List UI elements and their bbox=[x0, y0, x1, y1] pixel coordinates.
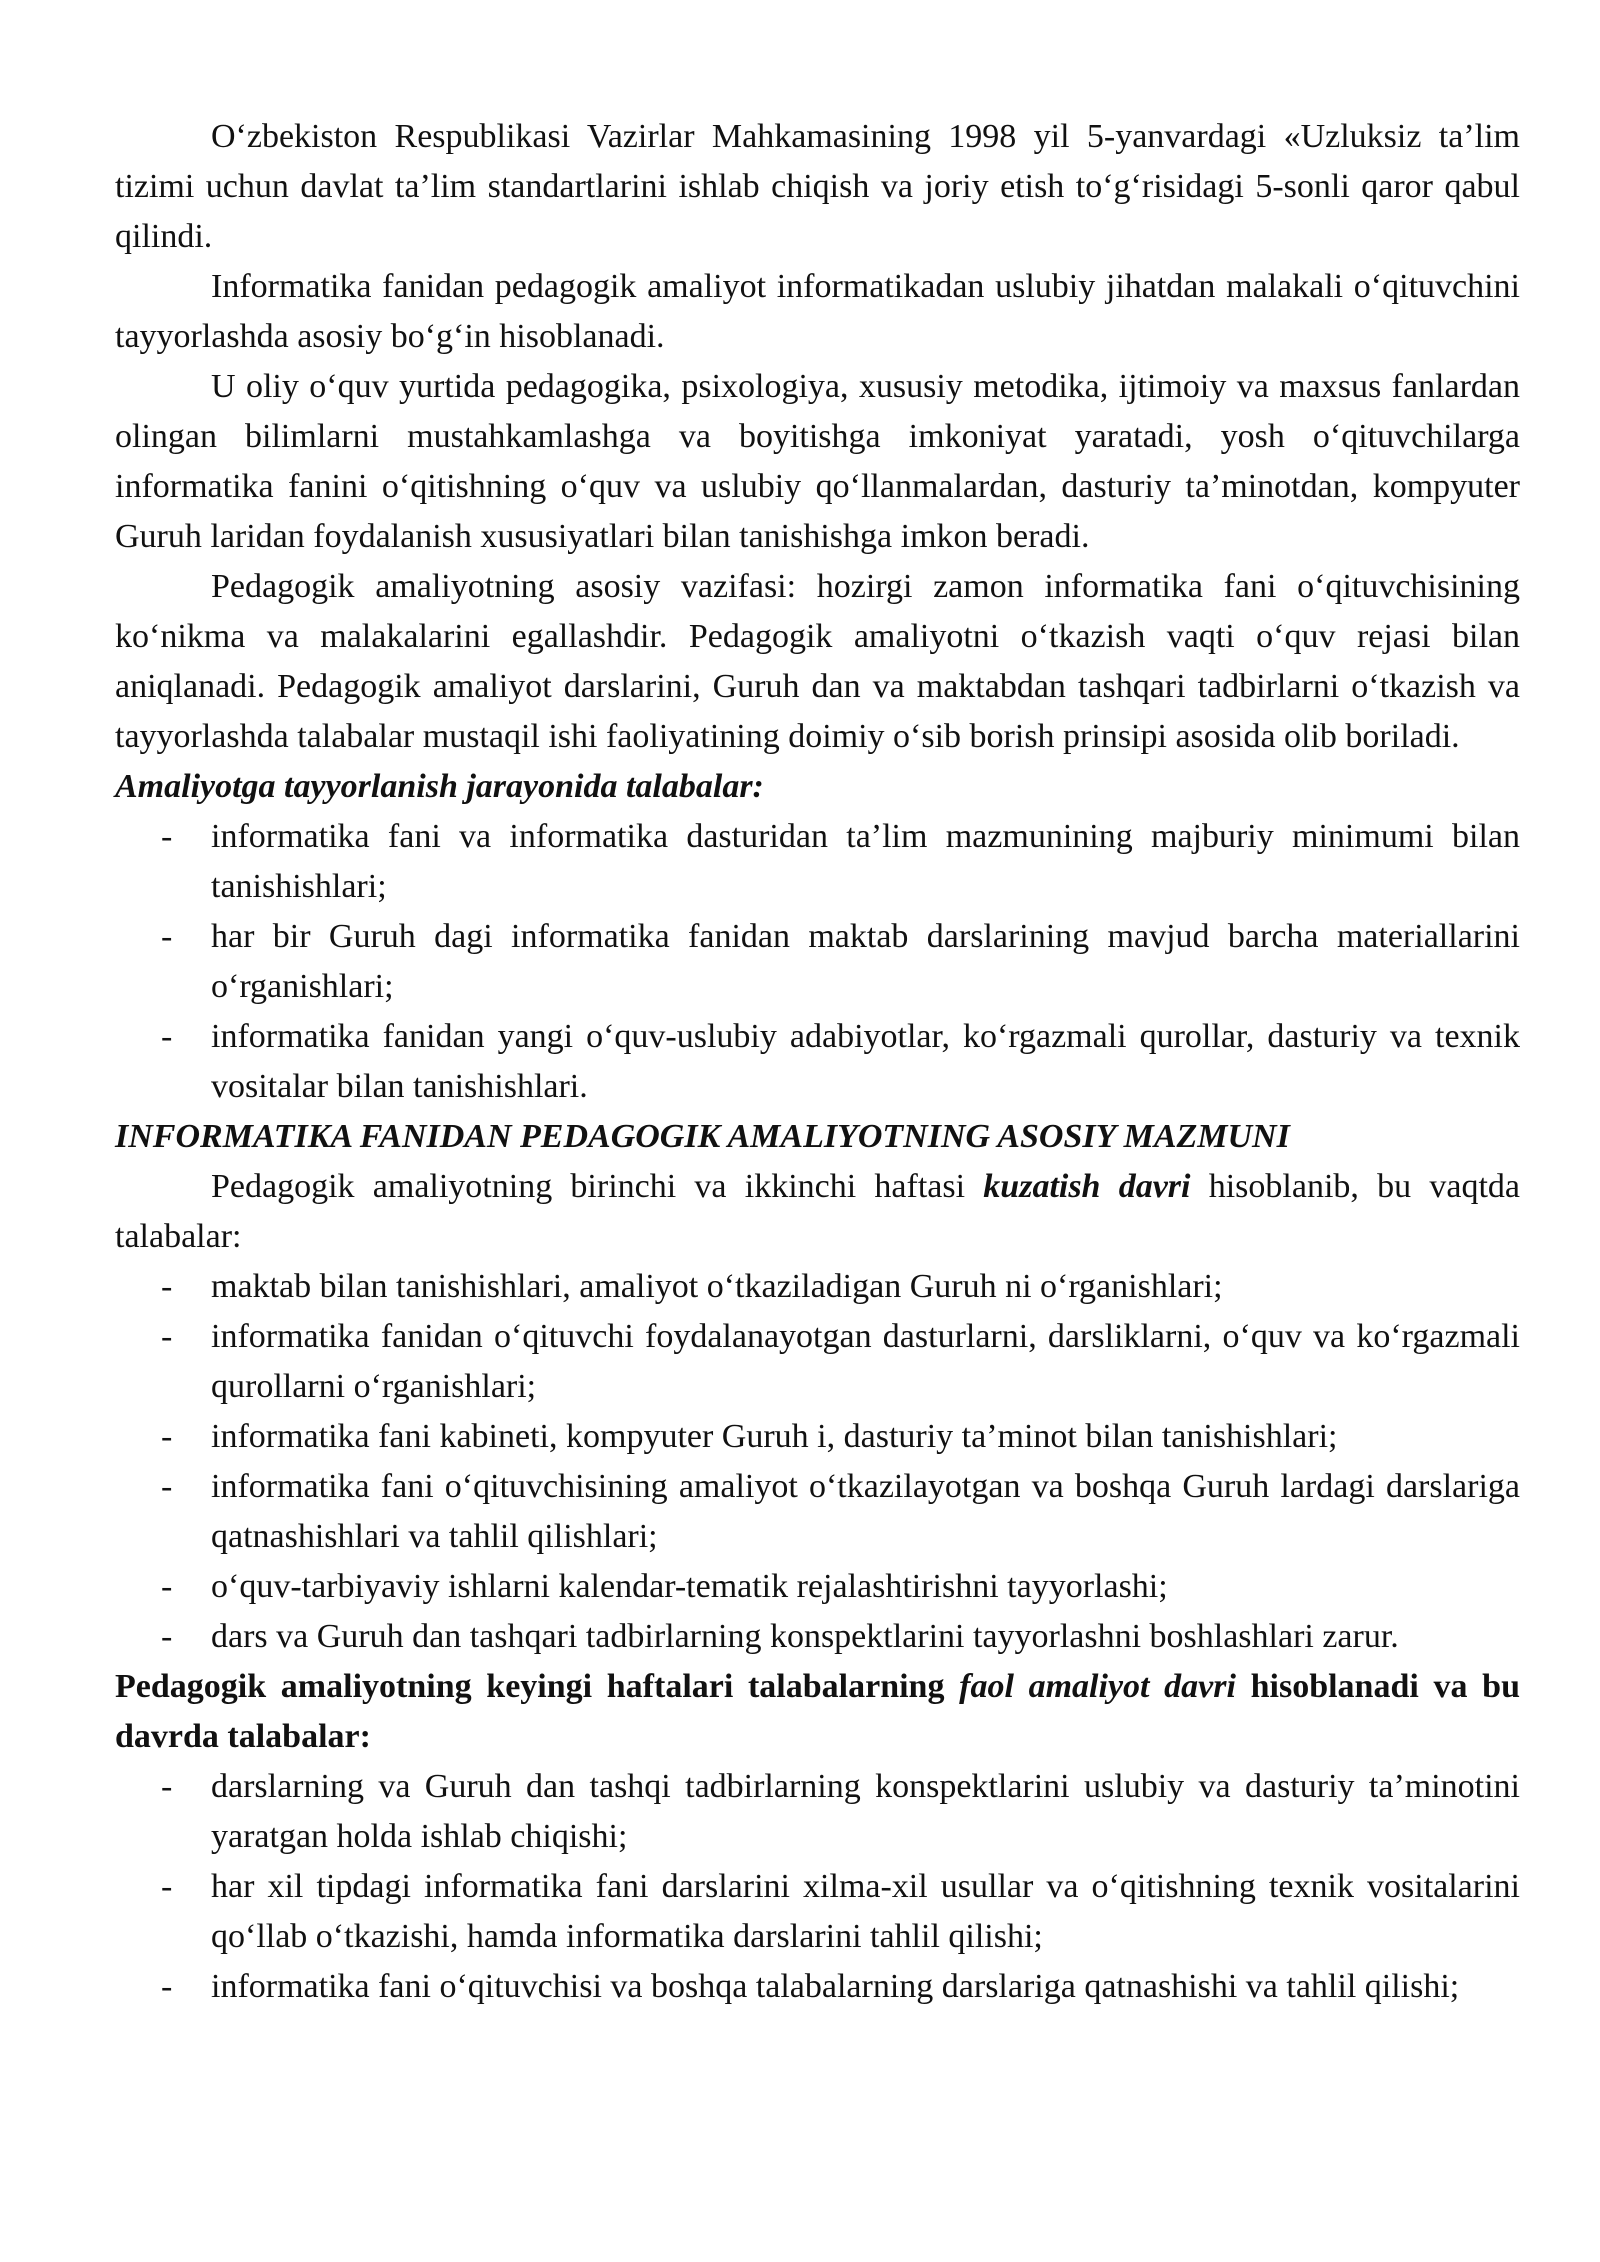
list-item-text: informatika fanidan o‘qituvchi foydalanayotgan dasturlarni, darsliklarni, o‘quv va ko‘rgazmali qurollarni o‘rganishlari; bbox=[211, 1318, 1520, 1405]
paragraph-main-task: Pedagogik amaliyotning asosiy vazifasi: hozirgi zamon informatika fani o‘qituvchisining ko‘nikma va malakalarini egallashdir. Pedagogik amaliyotni o‘tkazish vaqti o‘quv rejasi bilan aniqlanadi. Pedagogik amaliyot darslarini, Guruh dan va maktabdan tashqari tadbirlarni o‘tkazish va tayyorlashda talabalar mustaqil ishi faoliyatining doimiy o‘sib borish prinsipi asosida olib boriladi. bbox=[115, 568, 1520, 755]
list-item-text: informatika fani va informatika dasturidan ta’lim mazmunining majburiy minimumi bilan tanishishlari; bbox=[211, 818, 1520, 905]
list-dash: - bbox=[161, 1018, 173, 1055]
section2-list bbox=[115, 1262, 1520, 1662]
paragraph-decree: O‘zbekiston Respublikasi Vazirlar Mahkamasining 1998 yil 5-yanvardagi «Uzluksiz ta’lim tizimi uchun davlat ta’lim standartlarini ishlab chiqish va joriy etish to‘g‘risidagi 5-sonli qaror qabul qilindi. bbox=[115, 118, 1520, 255]
list-item-text: informatika fani o‘qituvchisi va boshqa talabalarning darslariga qatnashishi va tahlil qilishi; bbox=[211, 1968, 1460, 2005]
list-dash: - bbox=[161, 1318, 173, 1355]
section1-list bbox=[115, 812, 1520, 1112]
list-item-text: darslarning va Guruh dan tashqi tadbirlarning konspektlarini uslubiy va dasturiy ta’minotini yaratgan holda ishlab chiqishi; bbox=[211, 1768, 1520, 1855]
list-item bbox=[115, 1762, 1520, 1862]
intro-text: hisoblanib, bu vaqtda talabalar: bbox=[115, 1168, 1520, 1255]
list-item bbox=[115, 1412, 1520, 1462]
list-dash: - bbox=[161, 1768, 173, 1805]
paragraph-university: U oliy o‘quv yurtida pedagogika, psixologiya, xususiy metodika, ijtimoiy va maxsus fanlardan olingan bilimlarni mustahkamlashga va boyitishga imkoniyat yaratadi, yosh o‘qituvchilarga informatika fanini o‘qitishning o‘quv va uslubiy qo‘llanmalardan, dasturiy ta’minotdan, kompyuter Guruh laridan foydalanish xususiyatlari bilan tanishishga imkon beradi. bbox=[115, 368, 1520, 555]
list-item bbox=[115, 1012, 1520, 1112]
list-dash: - bbox=[161, 818, 173, 855]
list-dash: - bbox=[161, 1468, 173, 1505]
paragraph-practice-role: Informatika fanidan pedagogik amaliyot informatikadan uslubiy jihatdan malakali o‘qituvchini tayyorlashda asosiy bo‘g‘in hisoblanadi. bbox=[115, 268, 1520, 355]
list-dash: - bbox=[161, 1268, 173, 1305]
list-item-text: dars va Guruh dan tashqari tadbirlarning konspektlarini tayyorlashni boshlashlari zarur. bbox=[211, 1618, 1399, 1655]
list-dash: - bbox=[161, 918, 173, 955]
list-item-text: har bir Guruh dagi informatika fanidan maktab darslarining mavjud barcha materiallarini o‘rganishlari; bbox=[211, 918, 1520, 1005]
list-item bbox=[115, 1312, 1520, 1412]
list-item bbox=[115, 1262, 1520, 1312]
section2-intro bbox=[115, 1162, 1520, 1262]
list-item bbox=[115, 812, 1520, 912]
section2-heading: INFORMATIKA FANIDAN PEDAGOGIK AMALIYOTNING ASOSIY MAZMUNI bbox=[115, 1118, 1290, 1155]
list-item bbox=[115, 1612, 1520, 1662]
heading-text: hisoblanadi va bu davrda talabalar: bbox=[115, 1668, 1521, 1755]
list-dash: - bbox=[161, 1418, 173, 1455]
list-dash: - bbox=[161, 1568, 173, 1605]
list-dash: - bbox=[161, 1868, 173, 1905]
list-item bbox=[115, 1562, 1520, 1612]
list-item bbox=[115, 912, 1520, 1012]
list-item bbox=[115, 1462, 1520, 1562]
list-item-text: har xil tipdagi informatika fani darslarini xilma-xil usullar va o‘qitishning texnik vositalarini qo‘llab o‘tkazishi, hamda informatika darslarini tahlil qilishi; bbox=[211, 1868, 1520, 1955]
heading-emphasis: faol amaliyot davri bbox=[959, 1668, 1236, 1705]
section3-heading bbox=[115, 1662, 1520, 1762]
list-dash: - bbox=[161, 1618, 173, 1655]
list-item bbox=[115, 1862, 1520, 1962]
list-item-text: o‘quv-tarbiyaviy ishlarni kalendar-tematik rejalashtirishni tayyorlashi; bbox=[211, 1568, 1168, 1605]
list-item-text: maktab bilan tanishishlari, amaliyot o‘tkaziladigan Guruh ni o‘rganishlari; bbox=[211, 1268, 1223, 1305]
intro-emphasis: kuzatish davri bbox=[983, 1168, 1191, 1205]
list-dash: - bbox=[161, 1968, 173, 2005]
section1-heading: Amaliyotga tayyorlanish jarayonida talabalar: bbox=[115, 768, 764, 805]
list-item bbox=[115, 1962, 1520, 2012]
list-item-text: informatika fani o‘qituvchisining amaliyot o‘tkazilayotgan va boshqa Guruh lardagi darslariga qatnashishlari va tahlil qilishlari; bbox=[211, 1468, 1520, 1555]
list-item-text: informatika fani kabineti, kompyuter Guruh i, dasturiy ta’minot bilan tanishishlari; bbox=[211, 1418, 1338, 1455]
document-body bbox=[115, 112, 1520, 2012]
intro-text: Pedagogik amaliyotning birinchi va ikkinchi haftasi bbox=[211, 1168, 984, 1205]
list-item-text: informatika fanidan yangi o‘quv-uslubiy adabiyotlar, ko‘rgazmali qurollar, dasturiy va texnik vositalar bilan tanishishlari. bbox=[211, 1018, 1520, 1105]
heading-text: Pedagogik amaliyotning keyingi haftalari talabalarning bbox=[115, 1668, 960, 1705]
section3-list bbox=[115, 1762, 1520, 2012]
